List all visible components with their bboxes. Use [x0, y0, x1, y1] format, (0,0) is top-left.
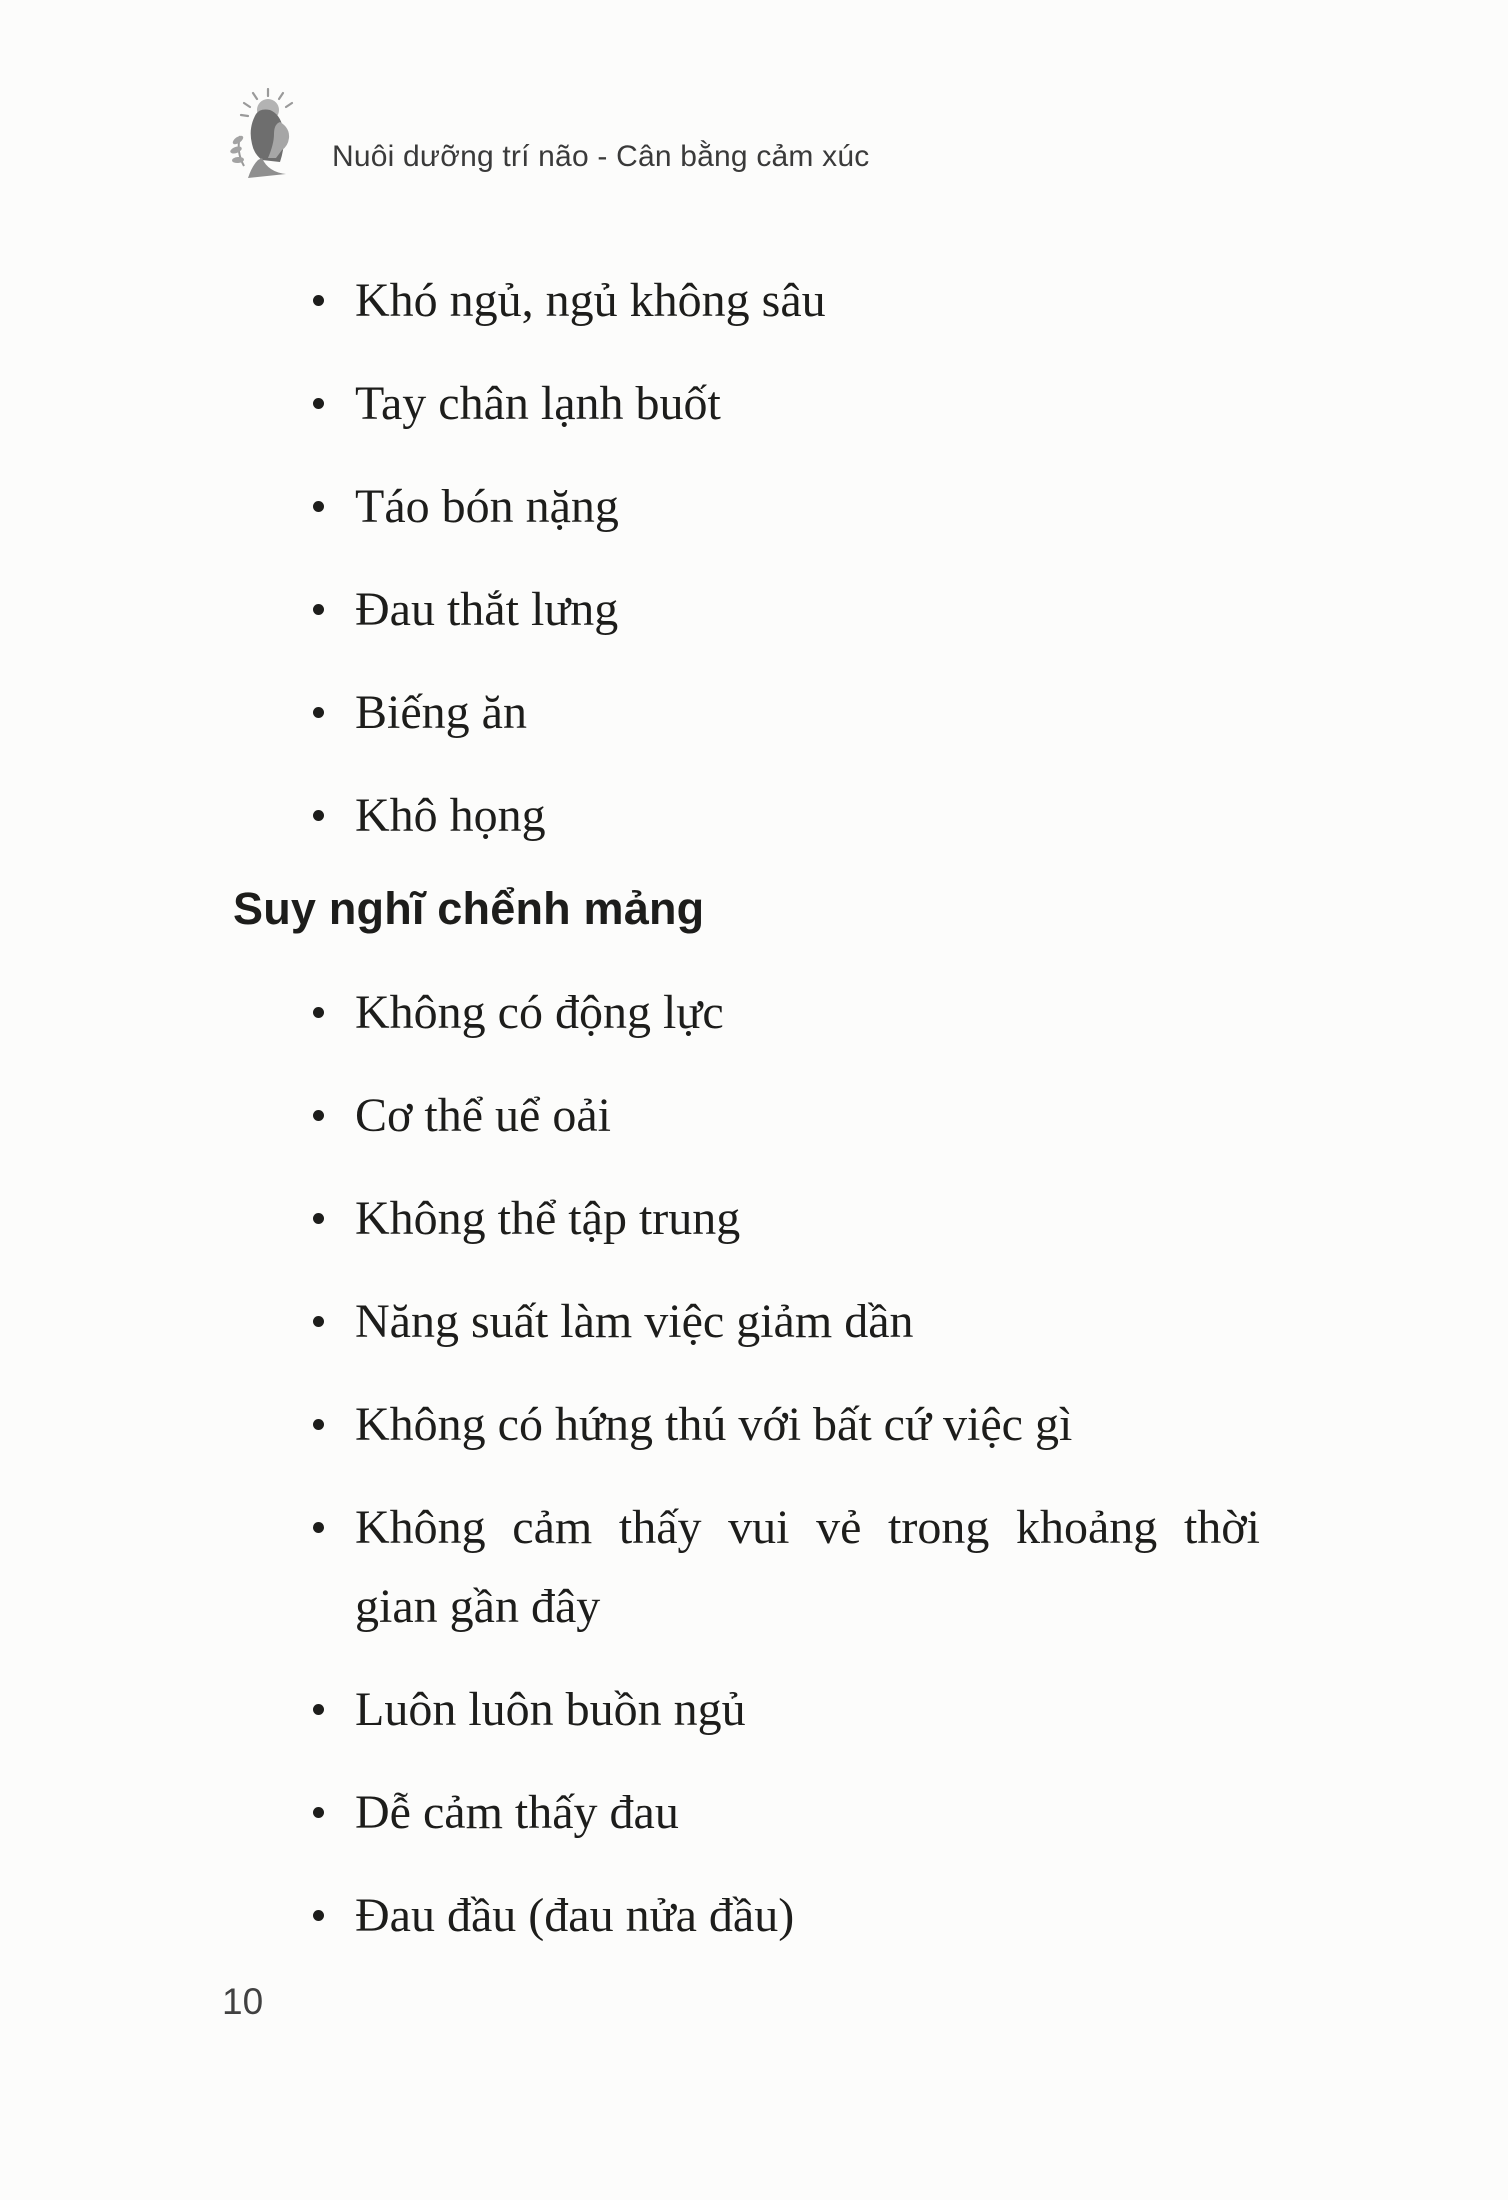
bullet-dot-icon — [313, 1419, 324, 1430]
list-item-line: Đau thắt lưng — [355, 583, 619, 636]
list-item-text — [355, 1670, 1260, 1749]
list-item-text — [355, 1282, 1260, 1361]
list-item-line: Không cảm thấy vui vẻ trong khoảng thời — [355, 1501, 1260, 1554]
list-item — [233, 1076, 1260, 1155]
bullet-dot-icon — [313, 1213, 324, 1224]
list-item-text — [355, 1488, 1260, 1646]
symptom-list-top — [233, 261, 1260, 855]
list-item-line: Biếng ăn — [355, 686, 527, 739]
list-item — [233, 1773, 1260, 1852]
list-item — [233, 364, 1260, 443]
bullet-dot-icon — [313, 398, 324, 409]
bullet-dot-icon — [313, 501, 324, 512]
list-item-text — [355, 364, 1260, 443]
list-item-line: Dễ cảm thấy đau — [355, 1786, 679, 1839]
list-item-text — [355, 1076, 1260, 1155]
bullet-dot-icon — [313, 604, 324, 615]
bullet-dot-icon — [313, 810, 324, 821]
list-item-line: gian gần đây — [355, 1580, 601, 1633]
list-item-text — [355, 1773, 1260, 1852]
bullet-dot-icon — [313, 1316, 324, 1327]
section-heading: Suy nghĩ chểnh mảng — [233, 883, 705, 934]
list-item-line: Luôn luôn buồn ngủ — [355, 1683, 746, 1736]
list-item-line: Tay chân lạnh buốt — [355, 377, 721, 430]
list-item — [233, 1670, 1260, 1749]
list-item-text — [355, 1385, 1260, 1464]
list-item-text — [355, 1179, 1260, 1258]
list-item — [233, 1282, 1260, 1361]
list-item-line: Táo bón nặng — [355, 480, 619, 533]
bullet-dot-icon — [313, 1110, 324, 1121]
running-header — [0, 0, 1508, 200]
list-item — [233, 1385, 1260, 1464]
list-item — [233, 673, 1260, 752]
page-number: 10 — [222, 1981, 264, 2022]
bullet-dot-icon — [313, 1910, 324, 1921]
list-item — [233, 1179, 1260, 1258]
list-item-line: Không thể tập trung — [355, 1192, 741, 1245]
list-item — [233, 261, 1260, 340]
list-item-line: Cơ thể uể oải — [355, 1089, 611, 1142]
list-item-text — [355, 570, 1260, 649]
page-content — [233, 261, 1260, 1979]
bullet-dot-icon — [313, 1704, 324, 1715]
woman-head-sun-logo-icon — [228, 88, 308, 180]
bullet-dot-icon — [313, 295, 324, 306]
list-item-text — [355, 1876, 1260, 1955]
bullet-dot-icon — [313, 707, 324, 718]
list-item-line: Khó ngủ, ngủ không sâu — [355, 274, 826, 327]
bullet-dot-icon — [313, 1807, 324, 1818]
list-item-line: Không có động lực — [355, 986, 724, 1039]
symptom-list-thinking — [233, 973, 1260, 1955]
list-item — [233, 776, 1260, 855]
list-item-text — [355, 467, 1260, 546]
list-item — [233, 467, 1260, 546]
list-item-line: Khô họng — [355, 789, 546, 842]
bullet-dot-icon — [313, 1522, 324, 1533]
list-item-text — [355, 673, 1260, 752]
list-item-line: Năng suất làm việc giảm dần — [355, 1295, 914, 1348]
list-item-text — [355, 261, 1260, 340]
list-item — [233, 1488, 1260, 1646]
running-header-title: Nuôi dưỡng trí não - Cân bằng cảm xúc — [332, 140, 870, 173]
list-item-line: Đau đầu (đau nửa đầu) — [355, 1889, 795, 1942]
list-item-text — [355, 776, 1260, 855]
list-item — [233, 1876, 1260, 1955]
list-item-line: Không có hứng thú với bất cứ việc gì — [355, 1398, 1073, 1451]
list-item-text — [355, 973, 1260, 1052]
bullet-dot-icon — [313, 1007, 324, 1018]
list-item — [233, 973, 1260, 1052]
list-item — [233, 570, 1260, 649]
